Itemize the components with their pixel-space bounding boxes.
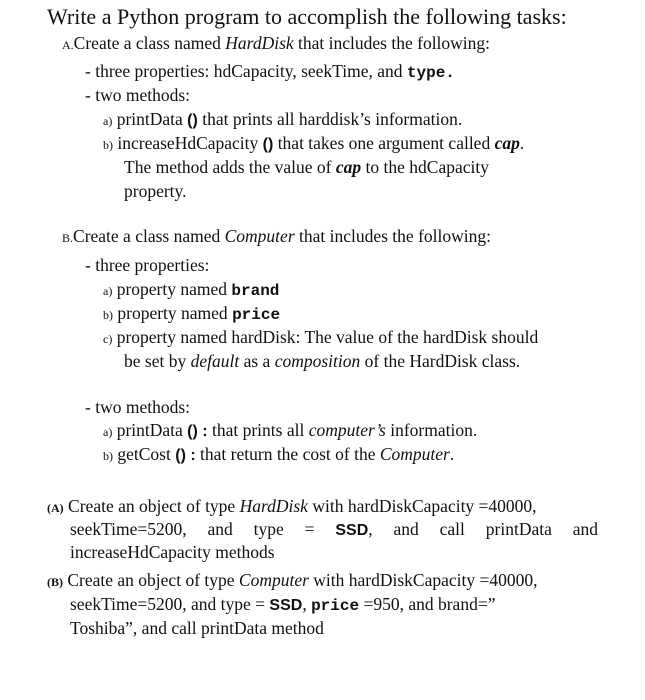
part-b-property-brand: a) property named brand <box>103 279 280 300</box>
part-a-method-increase-desc-end: property. <box>124 181 187 201</box>
task-a-label: (A) <box>47 501 64 515</box>
part-b-property-harddisk-desc: be set by default as a composition of the HardDisk class. <box>124 351 521 371</box>
task-b-line2: seekTime=5200, and type = SSD, price =950, and brand=” <box>70 594 496 615</box>
part-b-method-getcost: b) getCost () : that return the cost of the Computer. <box>103 444 455 464</box>
part-a-method-increase-desc: The method adds the value of cap to the hdCapacity <box>124 157 489 177</box>
part-a-label: A. <box>62 38 74 52</box>
task-a-line2: seekTime=5200, and type = SSD, and call printData and <box>70 519 598 539</box>
task-a-line1: (A) Create an object of type HardDisk with hardDiskCapacity =40000, <box>47 496 537 516</box>
task-b-line1: (B) Create an object of type Computer with hardDiskCapacity =40000, <box>47 570 538 590</box>
task-b-line3: Toshiba”, and call printData method <box>70 618 324 638</box>
part-b-property-harddisk: c) property named hardDisk: The value of the hardDisk should <box>103 327 539 347</box>
page-title: Write a Python program to accomplish the following tasks: <box>47 4 567 29</box>
part-a-method-increase: b) increaseHdCapacity () that takes one argument called cap. <box>103 133 525 153</box>
part-b-properties-heading: - three properties: <box>85 255 210 275</box>
task-a-line3: increaseHdCapacity methods <box>70 542 275 562</box>
code-type: type. <box>406 64 455 82</box>
part-b-label: B. <box>62 231 74 245</box>
part-b-heading: B.Create a class named Computer that includes the following: <box>62 226 491 246</box>
code-brand: brand <box>231 282 280 300</box>
part-a-properties: - three properties: hdCapacity, seekTime, and type. <box>85 61 455 82</box>
code-price: price <box>232 306 281 324</box>
class-name-computer: Computer <box>224 226 295 246</box>
part-b-method-printdata: a) printData () : that prints all computer’s information. <box>103 420 478 440</box>
part-a-heading: A.Create a class named HardDisk that includes the following: <box>62 33 491 53</box>
class-name-harddisk: HardDisk <box>225 33 294 53</box>
part-b-methods-heading: - two methods: <box>85 397 190 417</box>
part-a-methods-heading: - two methods: <box>85 85 190 105</box>
part-a-method-printdata: a) printData () that prints all harddisk’s information. <box>103 109 463 129</box>
part-b-property-price: b) property named price <box>103 303 281 324</box>
task-b-label: (B) <box>47 575 63 589</box>
